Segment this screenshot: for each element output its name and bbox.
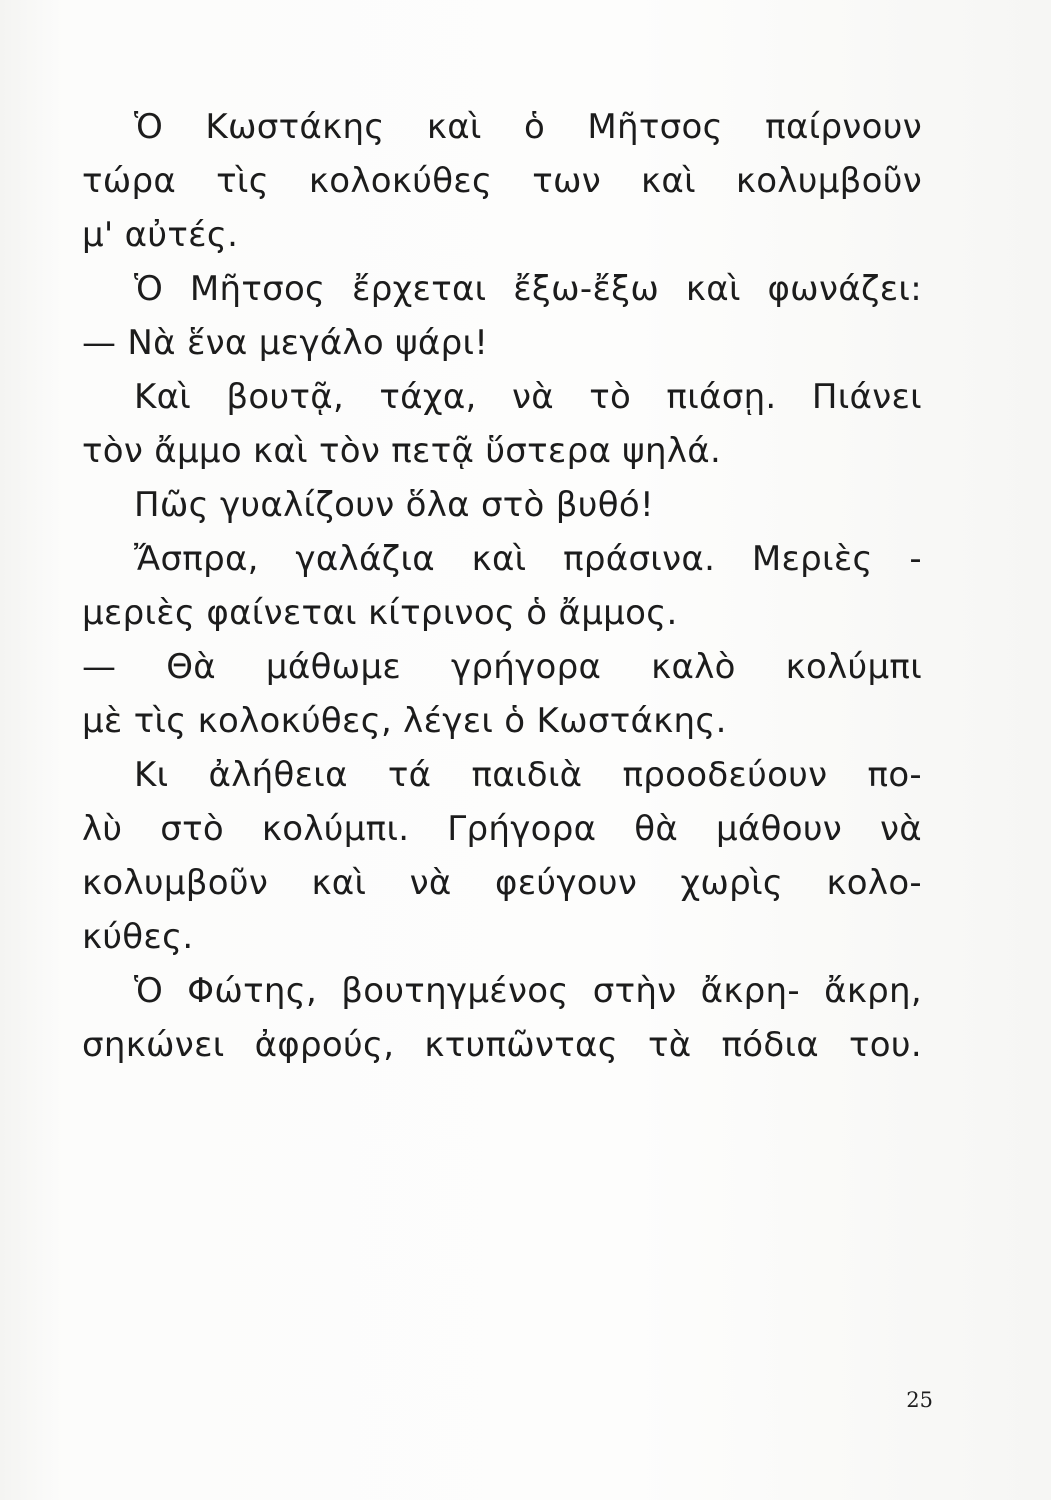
text-line-18: σηκώνει ἀφρούς, κτυπῶντας τὰ πόδια του. <box>82 1025 922 1065</box>
page-number: 25 <box>906 1388 933 1412</box>
text-line-17: Ὁ Φώτης, βουτηγμένος στὴν ἄκρη- ἄκρη, <box>134 971 922 1011</box>
text-line-4: Ὁ Μῆτσος ἔρχεται ἔξω-ἔξω καὶ φωνάζει: <box>134 269 922 309</box>
text-line-13: Κι ἀλήθεια τά παιδιὰ προοδεύουν πο- <box>134 755 922 795</box>
text-line-14: λὺ στὸ κολύμπι. Γρήγορα θὰ μάθουν νὰ <box>82 809 922 849</box>
text-line-2: τώρα τὶς κολοκύθες των καὶ κολυμβοῦν <box>82 161 922 201</box>
text-line-9: Ἄσπρα, γαλάζια καὶ πράσινα. Μεριὲς - <box>134 539 922 579</box>
text-line-11: — Θὰ μάθωμε γρήγορα καλὸ κολύμπι <box>82 647 922 687</box>
text-line-6: Καὶ βουτᾷ, τάχα, νὰ τὸ πιάσῃ. Πιάνει <box>134 377 922 417</box>
text-line-15: κολυμβοῦν καὶ νὰ φεύγουν χωρὶς κολο- <box>82 863 922 903</box>
text-line-10: μεριὲς φαίνεται κίτρινος ὁ ἄμμος. <box>82 593 678 633</box>
text-line-5: — Νὰ ἕνα μεγάλο ψάρι! <box>82 323 489 363</box>
text-line-16: κύθες. <box>82 917 194 957</box>
text-line-7: τὸν ἄμμο καὶ τὸν πετᾷ ὕστερα ψηλά. <box>82 431 722 471</box>
text-line-3: μ' αὐτές. <box>82 215 239 255</box>
text-line-1: Ὁ Κωστάκης καὶ ὁ Μῆτσος παίρνουν <box>134 107 922 147</box>
story-text <box>82 100 922 1072</box>
text-line-8: Πῶς γυαλίζουν ὅλα στὸ βυθό! <box>134 485 654 525</box>
text-line-12: μὲ τὶς κολοκύθες, λέγει ὁ Κωστάκης. <box>82 701 727 741</box>
